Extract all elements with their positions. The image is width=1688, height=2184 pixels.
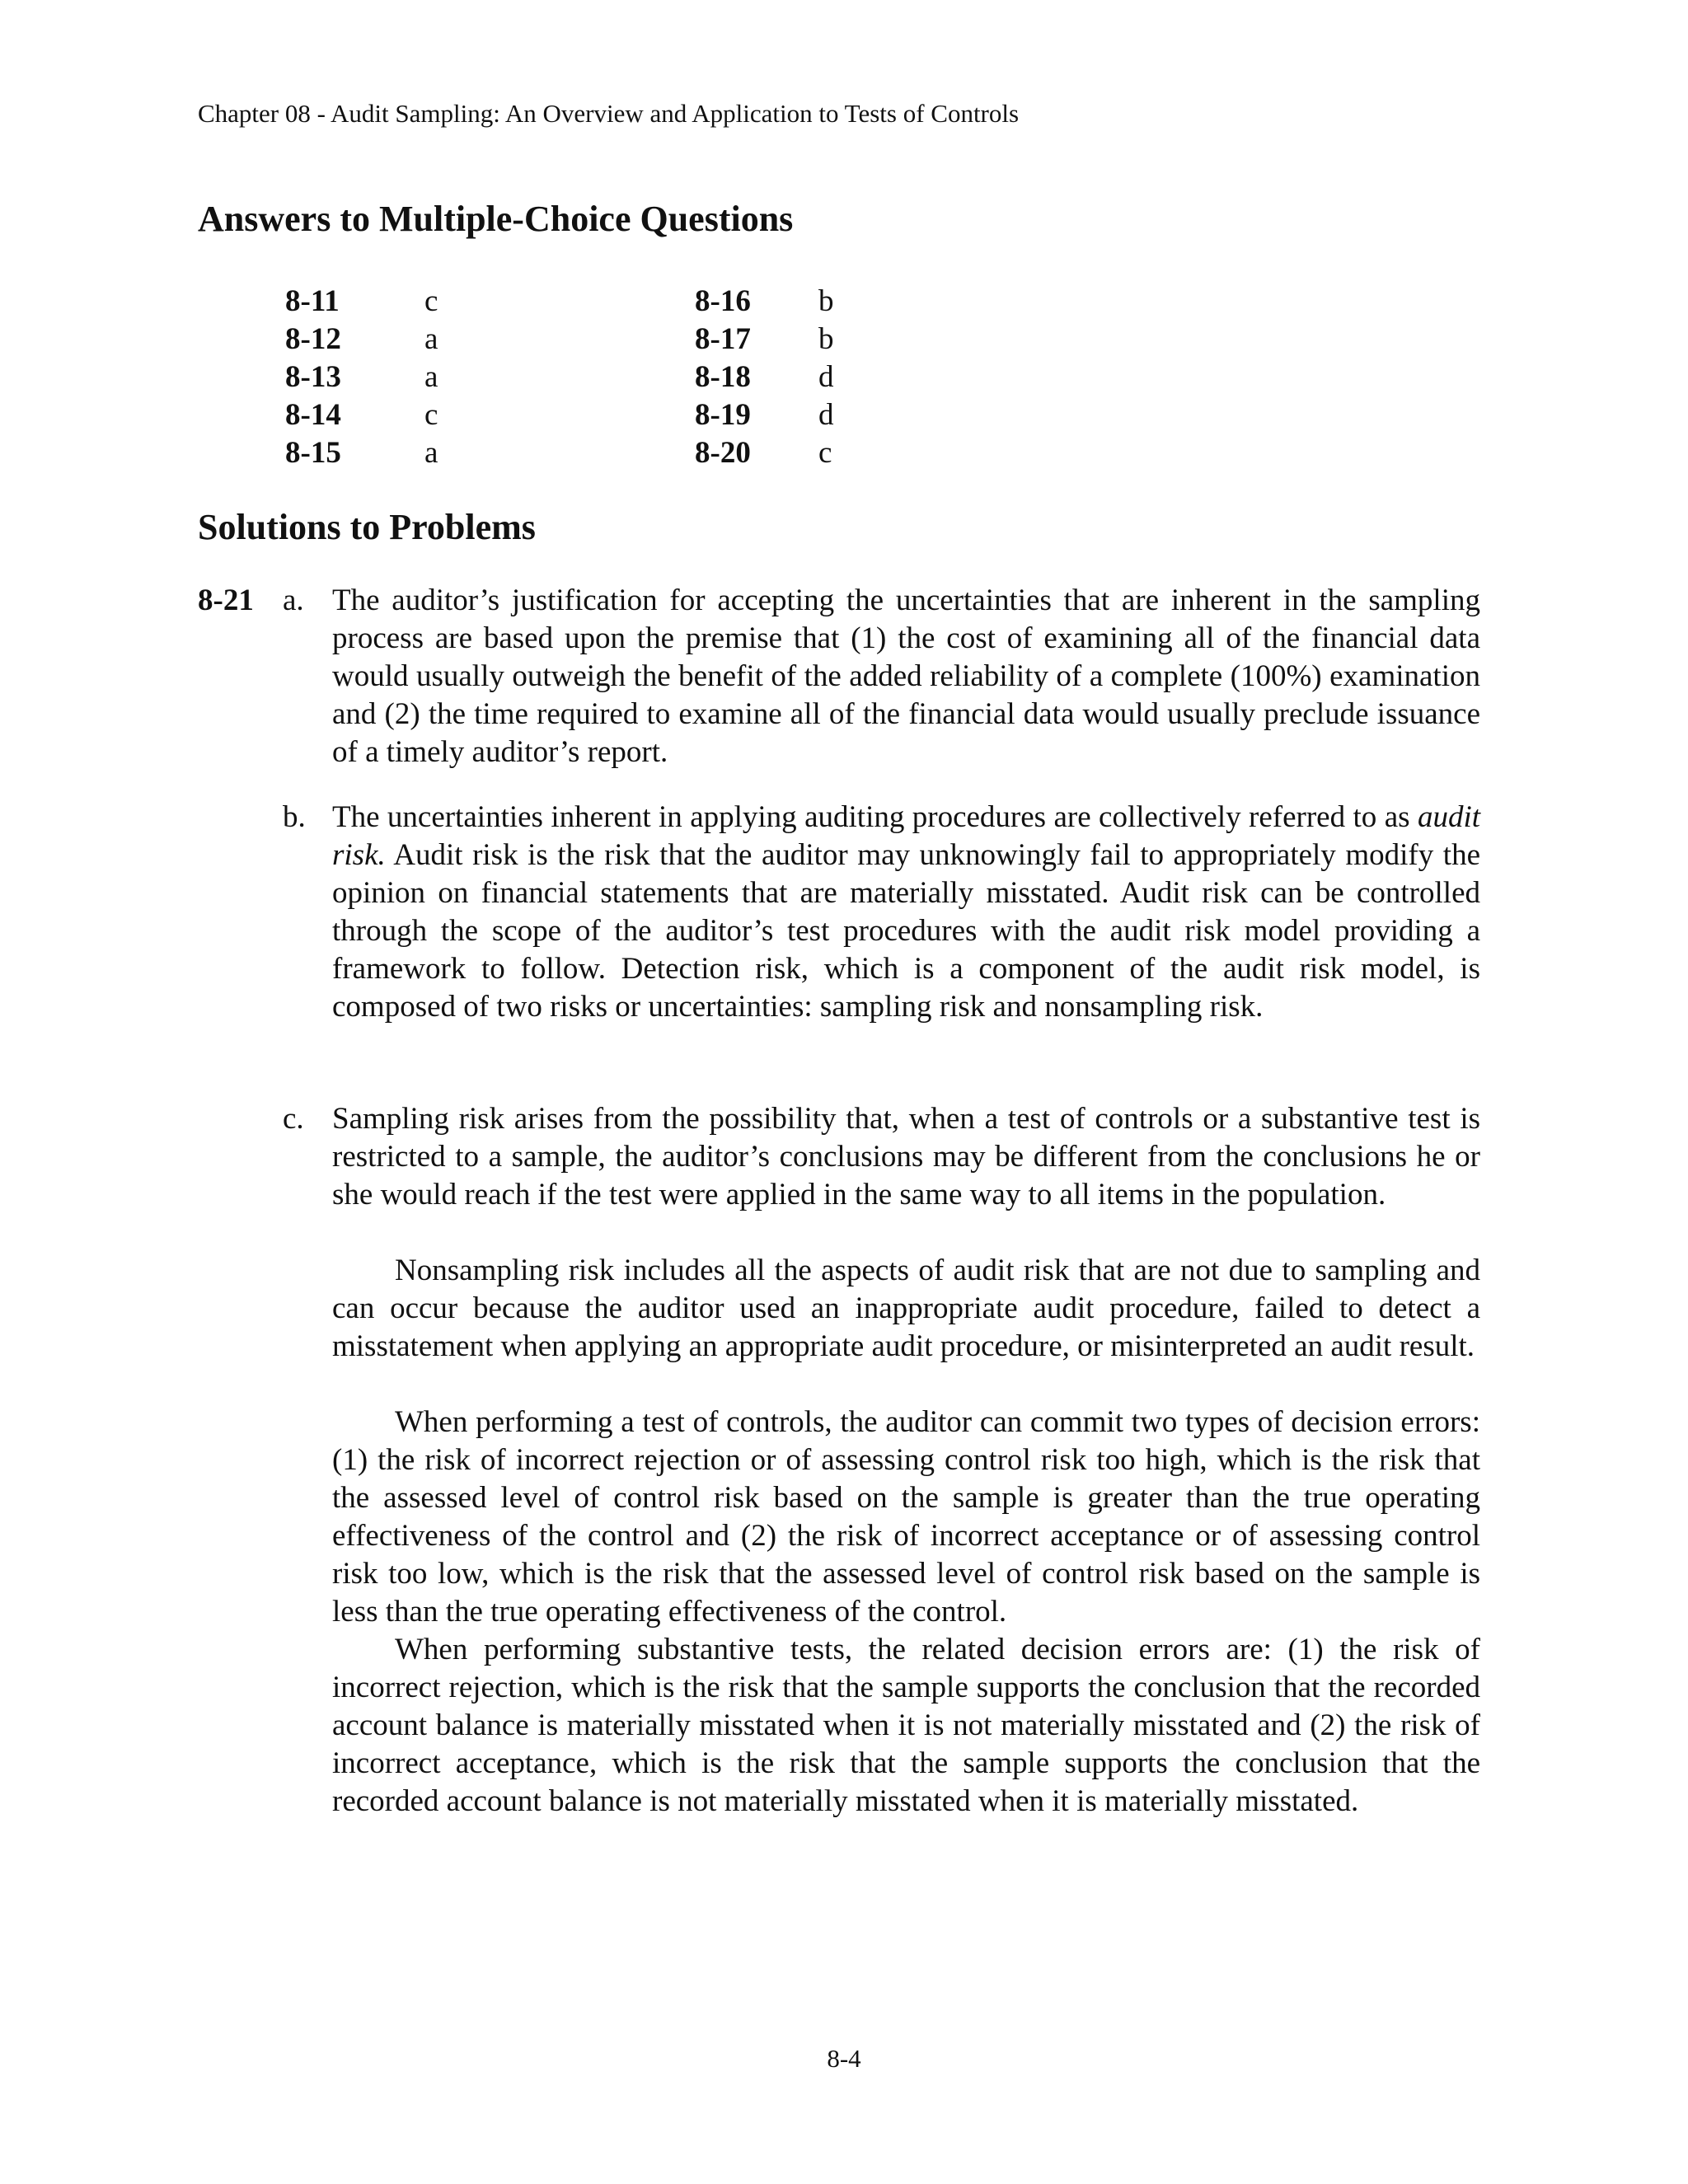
question-number: 8-18 <box>695 360 751 394</box>
question-number: 8-14 <box>285 398 341 432</box>
question-number: 8-16 <box>695 284 751 318</box>
part-a-paragraph: The auditor’s justification for accepting the uncertainties that are inherent in the sampling process are based upon the premise that (1) the cost of examining all of the financial data would usually outweigh the benefit of the added reliability of a complete (100%) examination and (2) the time required to examine all of the financial data would usually preclude issuance of a timely auditor’s report. <box>332 583 1480 769</box>
solutions-heading: Solutions to Problems <box>198 507 536 547</box>
answer-letter: a <box>424 322 438 356</box>
part-c-paragraph-4: When performing substantive tests, the related decision errors are: (1) the risk of incorrect rejection, which is the risk that the sample supports the conclusion that the recorded account balance is materially misstated when it is not materially misstated and (2) the risk of incorrect acceptance, which is the risk that the sample supports the conclusion that the recorded account balance is not materially misstated when it is materially misstated. <box>332 1633 1480 1818</box>
answer-letter: d <box>818 360 834 394</box>
problem-number: 8-21 <box>198 583 254 617</box>
answer-letter: d <box>818 398 834 432</box>
question-number: 8-19 <box>695 398 751 432</box>
answer-row <box>0 396 1688 434</box>
mc-answers-heading: Answers to Multiple-Choice Questions <box>198 199 794 239</box>
question-number: 8-13 <box>285 360 341 394</box>
question-number: 8-20 <box>695 436 751 470</box>
question-number: 8-15 <box>285 436 341 470</box>
part-c-paragraph-1: Sampling risk arises from the possibility that, when a test of controls or a substantive test is restricted to a sample, the auditor’s conclusions may be different from the conclusions he or she would reach if the test were applied in the same way to all items in the population. <box>332 1102 1480 1212</box>
part-b-text-start: The uncertainties inherent in applying auditing procedures are collectively referred to as <box>332 800 1410 834</box>
answer-letter: c <box>424 284 438 318</box>
part-label-c: c. <box>283 1102 304 1136</box>
audit-risk-term: audit risk. <box>332 800 1480 872</box>
part-label-b: b. <box>283 800 306 834</box>
page-number: 8-4 <box>827 2044 861 2073</box>
answer-letter: c <box>818 436 832 470</box>
question-number: 8-11 <box>285 284 340 318</box>
question-number: 8-17 <box>695 322 751 356</box>
part-b-paragraph <box>332 799 1480 1026</box>
answer-letter: c <box>424 398 438 432</box>
part-label-a: a. <box>283 583 304 617</box>
answer-letter: a <box>424 436 438 470</box>
answer-letter: a <box>424 360 438 394</box>
part-c-paragraph-3: When performing a test of controls, the auditor can commit two types of decision errors: (1) the risk of incorrect rejection or of assessing control risk too high, which is the risk that the assessed level of control risk based on the sample is greater than the true operating effectiveness of the control and (2) the risk of incorrect acceptance or of assessing control risk too low, which is the risk that the assessed level of control risk based on the sample is less than the true operating effectiveness of the control. <box>332 1405 1480 1629</box>
answer-letter: b <box>818 284 834 318</box>
running-header: Chapter 08 - Audit Sampling: An Overview and Application to Tests of Controls <box>198 99 1020 128</box>
answer-row <box>0 434 1688 472</box>
answer-letter: b <box>818 322 834 356</box>
part-b-text-rest: Audit risk is the risk that the auditor may unknowingly fail to appropriately modify the opinion on financial statements that are materially misstated. Audit risk can be controlled through the scope of the auditor’s test procedures with the audit risk model providing a framework to follow. Detection risk, which is a component of the audit risk model, is composed of two risks or uncertainties: sampling risk and nonsampling risk. <box>332 838 1480 1024</box>
answer-row <box>0 359 1688 396</box>
answer-row <box>0 283 1688 321</box>
part-c-paragraph-2: Nonsampling risk includes all the aspects of audit risk that are not due to sampling and can occur because the auditor used an inappropriate audit procedure, failed to detect a misstatement when applying an appropriate audit procedure, or misinterpreted an audit result. <box>332 1254 1480 1363</box>
question-number: 8-12 <box>285 322 341 356</box>
answer-row <box>0 321 1688 359</box>
